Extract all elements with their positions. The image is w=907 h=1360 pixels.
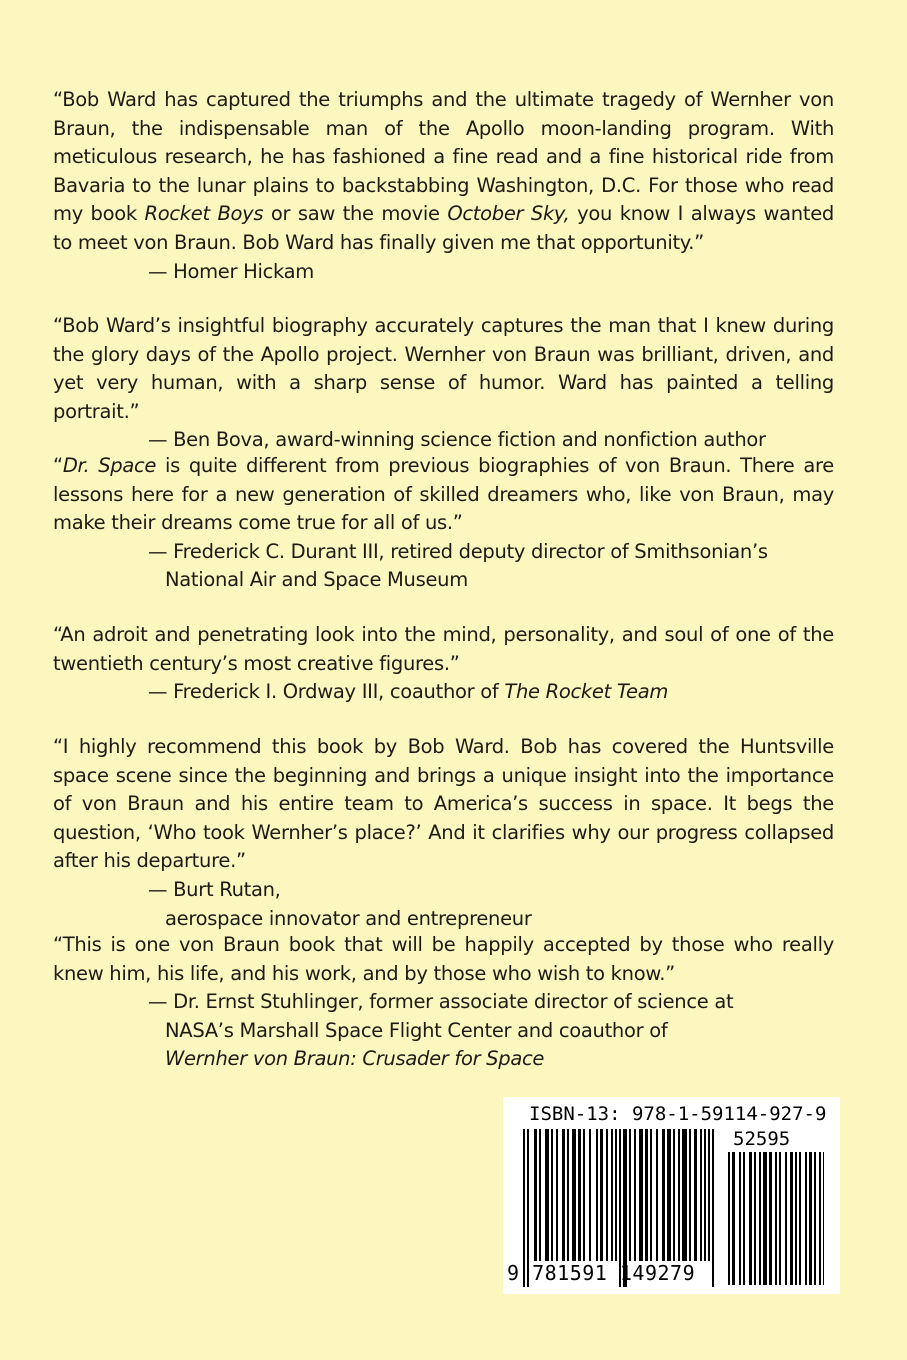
blurb-quote [53,86,834,258]
ean-digits: 9 781591 149279 [507,1261,696,1285]
quote-italic-text: October Sky, [447,202,570,226]
barcode-bar [795,1152,797,1285]
price-code: 52595 [733,1128,791,1150]
quote-text: “This is one von Braun book that will be happily accepted by those who really knew him, his life, and his work, and by those who wish to know.” [53,933,834,985]
barcode-bar [645,1129,648,1261]
quote-text: “An adroit and penetrating look into the mind, personality, and soul of one of the twentieth century’s most creative figures.” [53,623,834,675]
blurb-quote [53,312,834,426]
barcode-bar [678,1129,680,1261]
barcode-bar [809,1152,812,1285]
blurb-attribution [148,876,834,933]
barcode-bar [689,1129,691,1261]
blurb-ben-bova [53,312,834,455]
blurb-frederick-ordway [53,621,834,707]
blurb-quote [53,931,834,988]
blurb-burt-rutan [53,733,834,933]
barcode-bar [572,1129,576,1261]
barcode-bar [634,1129,636,1261]
blurb-quote [53,621,834,678]
barcode-bar [700,1129,702,1261]
barcode-bar [567,1129,569,1261]
attribution-book-title: The Rocket Team [504,680,669,704]
barcode-bar [775,1152,777,1285]
blurb-ernst-stuhlinger [53,931,834,1074]
barcode-bar [596,1129,598,1261]
quote-text: “Bob Ward has captured the triumphs and the ultimate tragedy of Wernher von Braun, the indispensable man of the Apollo moon-landing program. With meticulous research, he has fashioned a fine read and a fine historical ride from Bavaria to the lunar plains to backstabbing Washington, D.C. For those who read my book [53,88,834,226]
barcode-bar [551,1129,553,1261]
barcode-bar [650,1129,652,1261]
barcode-bar [606,1129,608,1261]
attribution-text: — Frederick C. Durant III, retired deputy director of Smithsonian’s [148,539,768,563]
attribution-text: — Homer Hickam [148,259,314,283]
attribution-continued: aerospace innovator and entrepreneur [165,906,532,930]
quote-text: is quite different from previous biographies of von Braun. There are lessons here for a new generation of skilled dreamers who, like von Braun, may make their dreams come true for all of us.” [53,454,834,535]
barcode-bar [759,1152,761,1285]
barcode-bar [539,1129,541,1261]
barcode-bar [704,1129,706,1261]
quote-text: “Bob Ward’s insightful biography accurately captures the man that I knew during the glory days of the Apollo project. Wernher von Braun was brilliant, driven, and yet very human, with a sharp sense of humor. Ward has painted a telling portrait.” [53,314,834,423]
barcode-bar [600,1129,603,1261]
barcode-bar [805,1152,807,1285]
barcode-bar [639,1129,643,1261]
quote-italic-text: Dr. Space [62,454,157,477]
barcode-bar [629,1129,631,1261]
barcode-bar [732,1152,735,1285]
barcode-bar [712,1129,714,1287]
isbn-barcode [503,1097,840,1294]
barcode-bar [578,1129,581,1261]
barcode-bar [739,1152,741,1285]
barcode-bar [673,1129,675,1261]
attribution-text: — Burt Rutan, [148,877,281,901]
barcode-bar [823,1152,824,1285]
addon-barcode-bars [728,1152,824,1285]
attribution-continued: National Air and Space Museum [165,568,468,592]
barcode-bar [769,1152,772,1285]
barcode-bar [799,1152,801,1285]
barcode-bar [682,1129,687,1261]
attribution-continued: NASA’s Marshall Space Flight Center and coauthor of [165,1018,668,1042]
blurb-quote [53,733,834,876]
barcode-bar [779,1152,781,1285]
barcode-bar [583,1129,585,1261]
blurb-attribution [148,538,834,595]
barcode-bar [545,1129,549,1261]
blurb-attribution [148,426,834,455]
barcode-bar [534,1129,537,1261]
blurb-attribution [148,678,834,707]
blurb-frederick-durant [53,452,834,595]
barcode-bar [763,1152,767,1285]
barcode-bar [749,1152,752,1285]
barcode-bar [656,1129,658,1261]
barcode-bar [754,1152,756,1285]
quote-text: you know I always wanted to meet von Braun. Bob Ward has finally given me that opportunity.” [53,202,834,254]
barcode-bar [589,1129,591,1261]
blurb-quote [53,452,834,538]
isbn-label: ISBN-13: 978-1-59114-927-9 [529,1103,827,1125]
barcode-bar [615,1129,617,1261]
barcode-bar [790,1152,793,1285]
attribution-text: — Dr. Ernst Stuhlinger, former associate director of science at [148,990,734,1014]
barcode-bar [819,1152,821,1285]
blurb-homer-hickam [53,86,834,286]
attribution-text: — Frederick I. Ordway III, coauthor of [148,680,505,704]
barcode-bar [662,1129,665,1261]
barcode-bar [694,1129,697,1261]
quote-text: or saw the movie [263,202,448,226]
quote-text: “I highly recommend this book by Bob Ward. Bob has covered the Huntsville space scene since the beginning and brings a unique insight into the importance of von Braun and his entire team to America’s success in space. It begs the question, ‘Who took Wernher’s place?’ And it clarifies why our progress collapsed after his departure.” [53,735,834,873]
barcode-bar [556,1129,558,1261]
blurb-attribution [148,988,834,1074]
barcode-bar [743,1152,745,1285]
barcode-bar [814,1152,816,1285]
barcode-bar [562,1129,565,1261]
quote-text: “ [53,454,63,477]
blurb-attribution [148,258,834,287]
barcode-bar [785,1152,787,1285]
barcode-bar [708,1129,710,1261]
quote-italic-text: Rocket Boys [144,202,264,226]
barcode-bar [728,1152,730,1285]
attribution-book-title: Wernher von Braun: Crusader for Space [165,1047,545,1071]
barcode-bar [611,1129,613,1261]
barcode-bar [667,1129,671,1261]
attribution-text: — Ben Bova, award-winning science fiction and nonfiction author [148,428,766,452]
